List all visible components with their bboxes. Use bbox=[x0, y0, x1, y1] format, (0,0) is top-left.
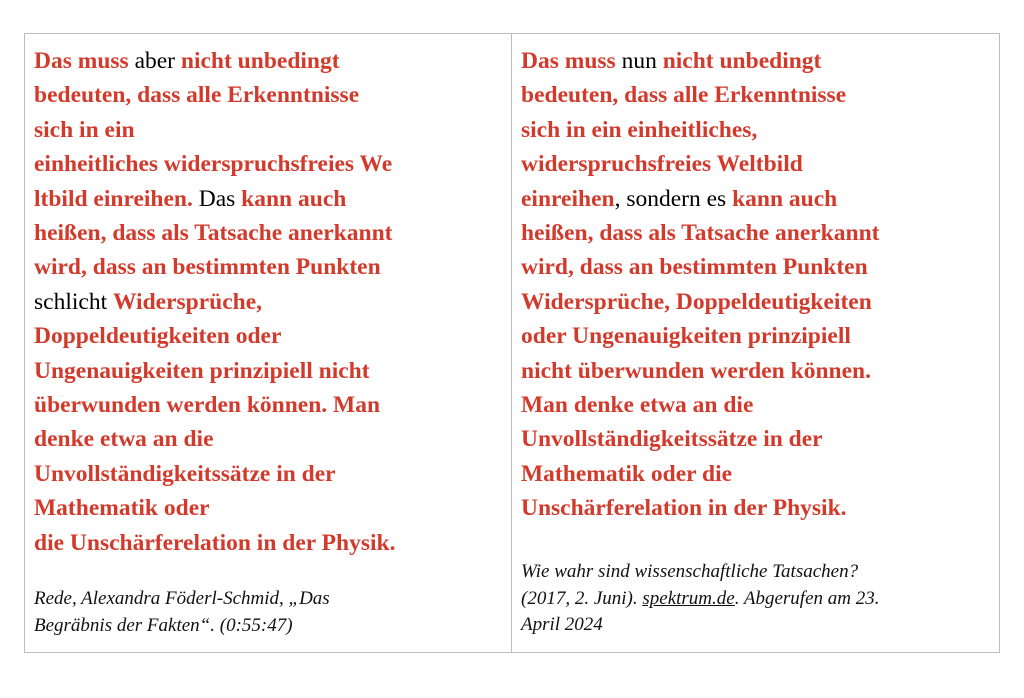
plain-text: . Abgerufen am 23. bbox=[734, 587, 880, 609]
plain-text: , sondern es bbox=[614, 185, 733, 212]
highlighted-text: nicht unbedingt bbox=[180, 48, 340, 74]
comparison-table bbox=[24, 33, 1000, 653]
highlighted-text: Unvollständigkeitssätze in der bbox=[34, 460, 336, 487]
plain-text: (2017, 2. Juni). bbox=[521, 587, 643, 609]
plain-text: schlicht bbox=[34, 288, 113, 315]
highlighted-text: bedeuten, dass alle Erkenntnisse bbox=[521, 82, 847, 109]
highlighted-text: widerspruchsfreies Weltbild bbox=[521, 151, 803, 178]
highlighted-text: wird, dass an bestimmten Punkten bbox=[521, 254, 868, 281]
highlighted-text: heißen, dass als Tatsache anerkannt bbox=[34, 220, 393, 247]
right-quote bbox=[521, 44, 987, 526]
highlighted-text: Das muss bbox=[521, 48, 616, 74]
highlighted-text: denke etwa an die bbox=[34, 426, 214, 453]
highlighted-text: sich in ein einheitliches, bbox=[521, 116, 758, 143]
highlighted-text: Ungenauigkeiten prinzipiell nicht bbox=[34, 357, 370, 384]
highlighted-text: nicht unbedingt bbox=[662, 48, 822, 74]
highlighted-text: die Unschärferelation in der Physik. bbox=[34, 529, 396, 556]
plain-text: Das bbox=[192, 185, 242, 212]
plain-text: Begräbnis der Fakten“. (0:55:47) bbox=[34, 614, 293, 636]
highlighted-text: einreihen bbox=[521, 185, 615, 212]
highlighted-text: bedeuten, dass alle Erkenntnisse bbox=[34, 82, 360, 109]
highlighted-text: oder Ungenauigkeiten prinzipiell bbox=[521, 323, 851, 350]
left-column bbox=[25, 34, 512, 652]
highlighted-text: Unschärferelation in der Physik. bbox=[521, 495, 847, 522]
plain-text: April 2024 bbox=[521, 614, 603, 635]
highlighted-text: einheitliches widerspruchsfreies We bbox=[34, 151, 393, 178]
highlighted-text: Unvollständigkeitssätze in der bbox=[521, 426, 823, 453]
highlighted-text: Mathematik oder bbox=[34, 495, 210, 522]
plain-text: nun bbox=[615, 48, 663, 74]
highlighted-text: kann auch bbox=[241, 185, 347, 212]
highlighted-text: heißen, dass als Tatsache anerkannt bbox=[521, 220, 880, 247]
highlighted-text: Man denke etwa an die bbox=[521, 392, 754, 419]
highlighted-text: nicht überwunden werden können. bbox=[521, 357, 871, 384]
highlighted-text: Widersprüche, Doppeldeutigkeiten bbox=[521, 288, 872, 315]
highlighted-text: überwunden werden können. Man bbox=[34, 392, 381, 419]
highlighted-text: wird, dass an bestimmten Punkten bbox=[34, 254, 381, 281]
highlighted-text: Doppeldeutigkeiten oder bbox=[34, 323, 282, 350]
highlighted-text: ltbild einreihen. bbox=[34, 185, 193, 212]
left-source-citation bbox=[34, 586, 505, 639]
highlighted-text: Widersprüche, bbox=[112, 288, 263, 315]
highlighted-text: sich in ein bbox=[34, 116, 135, 143]
plain-text: Rede, Alexandra Föderl-Schmid, „Das bbox=[34, 588, 330, 609]
plain-text: aber bbox=[128, 48, 181, 74]
highlighted-text: Das muss bbox=[34, 48, 129, 74]
plain-text: Wie wahr sind wissenschaftliche Tatsachen? bbox=[521, 561, 859, 582]
source-link-text[interactable]: spektrum.de bbox=[642, 587, 735, 609]
highlighted-text: kann auch bbox=[732, 185, 838, 212]
right-source-citation bbox=[521, 559, 993, 639]
right-column bbox=[512, 34, 999, 652]
left-quote bbox=[34, 44, 499, 560]
highlighted-text: Mathematik oder die bbox=[521, 460, 733, 487]
